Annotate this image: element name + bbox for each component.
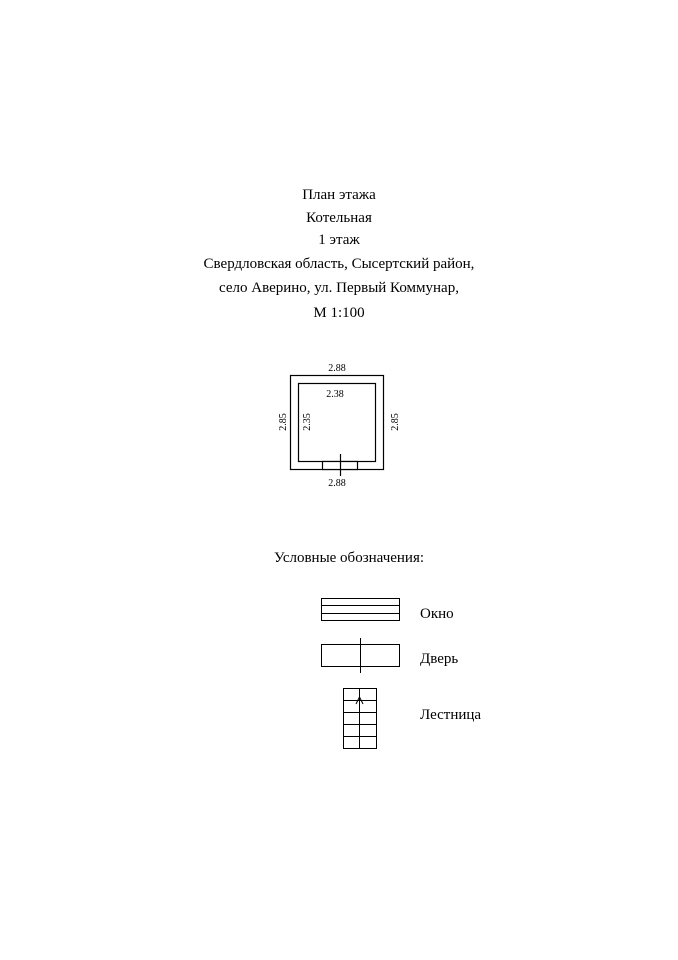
legend-heading: Условные обозначения: — [274, 550, 425, 566]
dimension-labels — [278, 363, 401, 489]
legend-door-label: Дверь — [420, 651, 459, 667]
address-line-2: село Аверино, ул. Первый Коммунар, — [219, 280, 459, 296]
dim-outer-left: 2.85 — [278, 413, 289, 431]
legend-stairs-label: Лестница — [420, 707, 482, 723]
floor-label: 1 этаж — [318, 232, 360, 248]
dim-outer-bottom: 2.88 — [328, 478, 346, 489]
dim-inner-height: 2.35 — [302, 413, 313, 431]
plan-title: План этажа — [302, 187, 376, 203]
address-line-1: Свердловская область, Сысертский район, — [203, 256, 475, 272]
scale-label: М 1:100 — [313, 305, 365, 321]
legend-window-symbol — [322, 599, 400, 621]
dim-outer-right: 2.85 — [390, 413, 401, 431]
dim-outer-top: 2.88 — [328, 363, 346, 374]
legend-door-symbol — [322, 638, 400, 673]
building-name: Котельная — [306, 210, 372, 226]
legend-window-label: Окно — [420, 606, 454, 622]
dim-inner-width: 2.38 — [326, 389, 344, 400]
legend-stairs-symbol — [344, 689, 377, 749]
